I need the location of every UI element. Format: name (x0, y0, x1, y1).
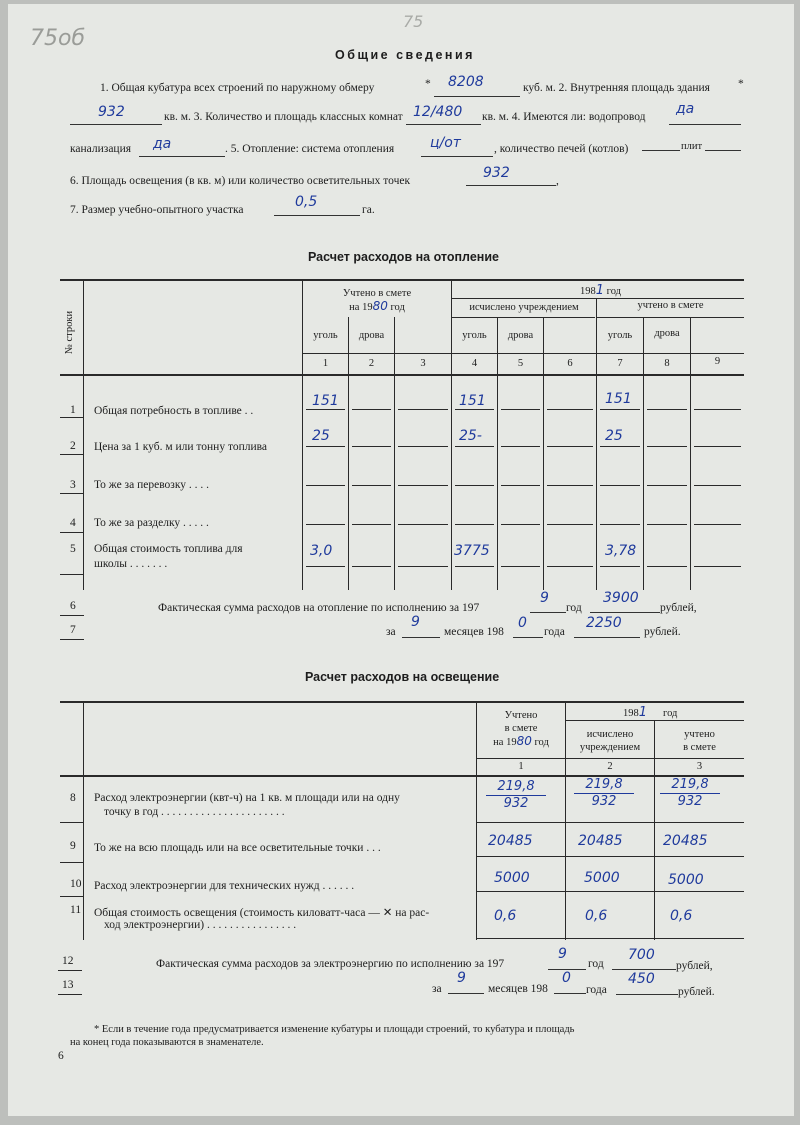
row-number: 3 (70, 479, 76, 491)
cell-underline (455, 485, 494, 486)
cell-underline (352, 485, 391, 486)
sub-coal: уголь (462, 330, 487, 341)
cell-underline (352, 524, 391, 525)
cell-underline (398, 566, 448, 567)
heating-r6-text: Фактическая сумма расходов на отопление по исполнению за 197 (158, 602, 480, 614)
cell-r1-c1: 151 (312, 393, 339, 409)
cell-underline (600, 409, 640, 410)
cell-underline (694, 446, 741, 447)
colnum: 2 (607, 761, 613, 772)
row-label: Цена за 1 куб. м или тонну топлива (94, 441, 267, 453)
general-line3c-text: , количество печей (котлов) (494, 143, 629, 155)
lighting-acc-header: учтено в смете (683, 729, 716, 753)
cell-underline (455, 566, 494, 567)
row-label: То же за разделку . . . . . (94, 517, 209, 529)
sub-wood: дрова (358, 330, 385, 341)
cell-underline (647, 524, 687, 525)
cell-underline (398, 485, 448, 486)
rownum-header: № строки (64, 310, 76, 355)
cell-r10-c1: 5000 (494, 870, 530, 886)
general-line5-text: 7. Размер учебно-опытного участка (70, 204, 244, 216)
cell-r5-c1: 3,0 (310, 543, 333, 559)
archive-ink-mark: 75об (30, 26, 86, 51)
value-water: да (676, 101, 695, 117)
colnum: 9 (714, 356, 721, 367)
heating-r7-goda: года (544, 626, 565, 638)
lighting-calc-header: исчислено учреждением (579, 729, 641, 753)
cell-r9-c3: 20485 (663, 833, 708, 849)
colnum: 3 (696, 761, 703, 772)
lighting-r13-goda: года (586, 984, 607, 996)
row-number: 7 (70, 624, 76, 636)
row-number: 12 (62, 955, 74, 967)
cell-underline (647, 485, 687, 486)
row-label: Общая стоимость освещения (стоимость киловатт-часа — ✕ на рас- (94, 907, 430, 919)
colnum: 4 (471, 358, 478, 369)
cell-underline (455, 446, 494, 447)
heating-title: Расчет расходов на отопление (308, 250, 499, 264)
footnote-mark: * (425, 78, 431, 90)
general-line3-text: канализация (70, 143, 132, 155)
heating-r6-sum: 3900 (603, 590, 639, 606)
row-label-cont: точку в год . . . . . . . . . . . . . . . . . . . . . . (104, 806, 285, 818)
cell-underline (306, 524, 345, 525)
cell-underline (501, 446, 540, 447)
cell-underline (694, 566, 741, 567)
row-label: Общая стоимость топлива для (94, 543, 243, 555)
cell-r10-c3: 5000 (668, 872, 704, 888)
lighting-r12-rub: рублей, (676, 960, 713, 972)
general-line1b-text: куб. м. 2. Внутренняя площадь здания (523, 82, 710, 94)
row-number: 6 (70, 600, 76, 612)
cell-underline (306, 485, 345, 486)
heating-year-header: 1981 год (580, 283, 621, 298)
cell-r2-c7: 25 (605, 428, 623, 444)
general-line4-text: 6. Площадь освещения (в кв. м) или количество осветительных точек (70, 175, 411, 187)
value-plot-size: 0,5 (295, 194, 318, 210)
heating-r7-text: месяцев 198 (444, 626, 504, 638)
cell-underline (647, 446, 687, 447)
row-number: 1 (70, 404, 76, 416)
cell-underline (352, 566, 391, 567)
sub-coal: уголь (313, 330, 338, 341)
cell-underline (600, 524, 640, 525)
row-label: Расход электроэнергии (квт-ч) на 1 кв. м площади или на одну (94, 792, 400, 804)
fraction-c3: 219,8 932 (660, 778, 720, 809)
cell-underline (547, 524, 593, 525)
colnum: 1 (518, 761, 524, 772)
cell-underline (398, 446, 448, 447)
heating-r7-sum: 2250 (586, 615, 622, 631)
lighting-title: Расчет расходов на освещение (305, 670, 500, 684)
cell-underline (352, 409, 391, 410)
row-number: 2 (70, 440, 76, 452)
value-light-area: 932 (483, 165, 510, 181)
cell-underline (694, 485, 741, 486)
row-label: То же за перевозку . . . . (94, 479, 210, 491)
heating-r7-months: 9 (411, 614, 420, 630)
cross-icon: ✕ (382, 907, 393, 919)
heating-r7-za: за (386, 626, 396, 638)
footnote-mark: * (738, 78, 744, 90)
row-number: 4 (70, 517, 76, 529)
sub-wood: дрова (654, 328, 680, 339)
row-number: 11 (70, 904, 82, 916)
cell-underline (306, 446, 345, 447)
sub-wood: дрова (507, 330, 534, 341)
general-line1-text: 1. Общая кубатура всех строений по наружному обмеру (100, 82, 375, 94)
cell-r2-c4: 25- (459, 428, 482, 444)
cell-r11-c1: 0,6 (494, 908, 517, 924)
colnum: 5 (517, 358, 524, 369)
cell-underline (398, 409, 448, 410)
general-line2-text: кв. м. 3. Количество и площадь классных комнат (164, 111, 403, 123)
row-number: 8 (70, 792, 76, 804)
cell-underline (501, 524, 540, 525)
fraction-c2: 219,8 932 (574, 778, 634, 809)
lighting-r13-months: 9 (457, 970, 466, 986)
lighting-r12-god: год (588, 958, 604, 970)
cell-r2-c1: 25 (312, 428, 330, 444)
lighting-r13-rub: рублей. (678, 986, 715, 998)
cell-r11-c3: 0,6 (670, 908, 693, 924)
row-separator (60, 493, 84, 494)
cell-r9-c1: 20485 (488, 833, 533, 849)
lighting-budget-header: Учтено в смете на 1980 год (493, 710, 549, 748)
cell-underline (547, 485, 593, 486)
cell-underline (398, 524, 448, 525)
value-cubature: 8208 (448, 74, 484, 90)
heating-r6-rub: рублей, (660, 602, 697, 614)
heating-calc-header: исчислено учреждением (469, 302, 579, 313)
lighting-r13-text: месяцев 198 (488, 983, 548, 995)
heating-r7-rub: рублей. (644, 626, 681, 638)
heating-r6-year: 9 (540, 590, 549, 606)
cell-r5-c4: 3775 (454, 543, 490, 559)
fraction-c1: 219,8 932 (486, 780, 546, 811)
row-number: 9 (70, 840, 76, 852)
footnote-line2: на конец года показываются в знаменателе. (70, 1037, 264, 1048)
cell-underline (306, 409, 345, 410)
cell-r5-c7: 3,78 (605, 543, 637, 559)
cell-underline (647, 409, 687, 410)
value-sewer: да (153, 136, 172, 152)
row-number: 13 (62, 979, 74, 991)
cell-underline (501, 566, 540, 567)
heating-r6-god: год (566, 602, 582, 614)
heating-acc-header: учтено в смете (637, 300, 704, 311)
colnum: 3 (420, 358, 426, 369)
heating-r7-year: 0 (518, 615, 527, 631)
cell-underline (501, 485, 540, 486)
general-line2b-text: кв. м. 4. Имеются ли: водопровод (482, 111, 646, 123)
page-top-mark: 75 (403, 12, 424, 31)
cell-r10-c2: 5000 (584, 870, 620, 886)
cell-underline (501, 409, 540, 410)
cell-underline (600, 446, 640, 447)
row-label: То же на всю площадь или на все осветительные точки . . . (94, 842, 381, 854)
lighting-r13-sum: 450 (628, 971, 655, 987)
cell-underline (547, 566, 593, 567)
row-label: Расход электроэнергии для технических нужд . . . . . . (94, 880, 355, 892)
value-classrooms: 12/480 (413, 104, 463, 120)
cell-r1-c7: 151 (605, 391, 632, 407)
cell-underline (600, 566, 640, 567)
general-title: Общие сведения (335, 48, 475, 62)
cell-underline (547, 446, 593, 447)
lighting-r12-text: Фактическая сумма расходов за электроэнергию по исполнению за 197 (156, 958, 505, 970)
row-number: 5 (70, 543, 76, 555)
row-separator (60, 454, 84, 455)
cell-underline (306, 566, 345, 567)
colnum: 1 (322, 358, 329, 369)
lighting-r13-year: 0 (562, 970, 571, 986)
cell-underline (455, 409, 494, 410)
general-line3b-text: . 5. Отопление: система отопления (225, 143, 395, 155)
cell-underline (455, 524, 494, 525)
cell-r1-c4: 151 (459, 393, 486, 409)
value-area: 932 (98, 104, 125, 120)
lighting-r13-za: за (432, 983, 442, 995)
colnum: 6 (567, 358, 573, 369)
general-line3d-text: плит (681, 141, 703, 152)
row-separator (60, 532, 84, 533)
lighting-r12-sum: 700 (628, 947, 655, 963)
row-label-cont: школы . . . . . . . (94, 558, 168, 570)
cell-underline (600, 485, 640, 486)
colnum: 2 (368, 358, 375, 369)
document-page: 75об 75 Общие сведения 1. Общая кубатура всех строений по наружному обмеру * 8208 куб. м. 2. Внутренняя площадь здания * 932 кв. м. 3. Количество и площадь классных комнат 12/480 кв. м. 4. Имеются ли: водопровод да канализация да . 5. Отопление: система отопления ц/от , количество печей (котлов) плит 6. Площадь освещения (в кв. м) или количество осветительных точек 932 , 7. Размер учебно-опытного участка 0,5 га. Расчет расходов на отопление № строки Учтено в смете на 1980 год 1981 год исчислено учреждением учтено в смете уголь дрова уголь дрова уголь дрова 1 2 3 4 5 6 7 8 9 1 Общая потребность в топливе . . 151 151 151 2 Цена за 1 куб. м или тонну топлива 25 25- 25 3 То же за перевозку . . . . 4 То же за разделку . . . . . 5 Общая стоимость топлива для школы . . . . . . . 3,0 3775 3,78 6 Фактическая сумма расходов на отопление по исполнению за 197 9 год 3900 рублей, 7 за 9 месяцев 198 0 года 2250 рублей. Расчет расходов на освещение Учтено в смете на 1980 год 1981 год исчислено учреждением учтено в смете 1 2 3 8 Расход электроэнергии (квт-ч) на 1 кв. м площади или на одну точку в год . . . . . . . . . . . . . . . . . . . . . . 219,8 932 219,8 932 219,8 932 9 То же на всю площадь или на все осветительные точки . . . 20485 20485 20485 10 Расход электроэнергии для технических нужд . . . . . . 5000 5000 5000 11 Общая стоимость освещения (стоимость киловатт-часа — ✕ на рас- ход электроэнергии) . . . . . . . . . . . . . . . . 0,6 0,6 0,6 12 Фактическая сумма расходов за электроэнергию по исполнению за 197 9 год 700 рублей, 13 за 9 месяцев 198 0 года 450 рублей. * Если в течение года предусматривается изменение кубатуры и площади строений, то кубатура и площадь на конец года показываются в знаменателе. 6 (8, 4, 794, 1116)
colnum: 8 (664, 358, 670, 369)
row-label-cont: ход электроэнергии) . . . . . . . . . . . . . . . . (104, 919, 297, 931)
cell-underline (694, 409, 741, 410)
sub-coal: уголь (607, 330, 633, 341)
cell-r11-c2: 0,6 (585, 908, 608, 924)
cell-underline (694, 524, 741, 525)
cell-r9-c2: 20485 (578, 833, 623, 849)
colnum: 7 (617, 358, 623, 369)
value-heating-system: ц/от (430, 135, 461, 151)
cell-underline (547, 409, 593, 410)
row-separator (60, 417, 84, 418)
lighting-year-header: 1981 год (623, 705, 678, 720)
footnote-line1: * Если в течение года предусматривается изменение кубатуры и площади строений, то кубатура и площадь (94, 1024, 575, 1035)
lighting-r12-year: 9 (558, 946, 567, 962)
row-number: 10 (70, 878, 82, 890)
general-line5b-text: га. (362, 204, 375, 216)
heating-budget-header: Учтено в смете на 1980 год (342, 288, 412, 313)
cell-underline (647, 566, 687, 567)
row-label: Общая потребность в топливе . . (94, 405, 254, 417)
cell-underline (352, 446, 391, 447)
page-number: 6 (58, 1050, 64, 1062)
row-separator (60, 574, 84, 575)
